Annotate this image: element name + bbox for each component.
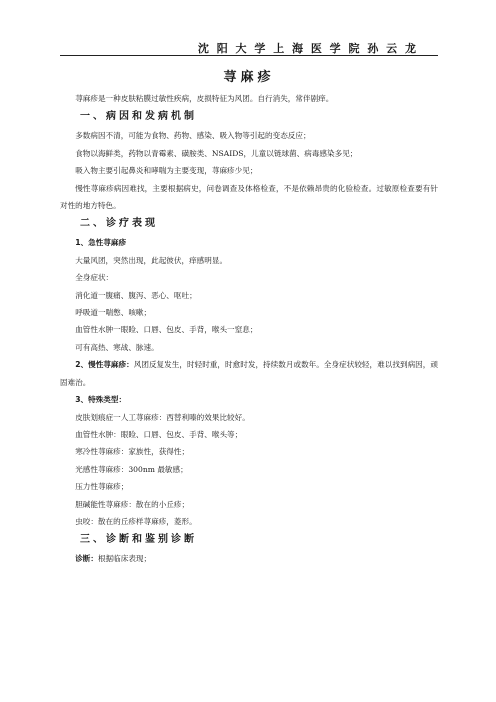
subheading-special: 3、特殊类型： bbox=[75, 395, 127, 405]
special-line: 虫咬：散在的丘疹样荨麻疹，菱形。 bbox=[75, 516, 197, 526]
header-rule bbox=[60, 55, 438, 56]
chronic-text: 风团反复发生，时轻时重，时愈时发，持续数月或数年。全身症状较轻，难以找到病因，顽固难治。 bbox=[60, 360, 438, 387]
diagnosis-text: 根据临床表现； bbox=[97, 554, 152, 564]
etiology-paragraph: 食物以海鲜类，药物以青霉素、磺胺类、NSAIDS，儿童以链球菌、病毒感染多见； bbox=[75, 148, 358, 158]
etiology-paragraph: 吸入物主要引起鼻炎和哮喘为主要变现，荨麻疹少见； bbox=[75, 166, 258, 176]
special-line: 光感性荨麻疹：300nm 最敏感； bbox=[75, 464, 188, 474]
special-line: 寒冷性荨麻疹：家族性，获得性； bbox=[75, 447, 190, 457]
acute-line: 呼吸道一喘憋、咳嗽； bbox=[75, 308, 152, 318]
acute-line: 消化道一腹痛、腹泻、恶心、呕吐； bbox=[75, 290, 197, 300]
subheading-chronic: 2、慢性荨麻疹： bbox=[75, 360, 134, 370]
chronic-paragraph bbox=[60, 356, 438, 391]
diagnosis-paragraph bbox=[60, 550, 438, 567]
special-line: 血管性水肿：眼睑、口唇、包皮、手背、喉头等； bbox=[75, 429, 243, 439]
document-body bbox=[60, 66, 438, 568]
special-line: 胆碱能性荨麻疹：散在的小丘疹； bbox=[75, 499, 190, 509]
acute-line: 全身症状： bbox=[75, 273, 114, 283]
acute-line: 大量风团，突然出现，此起彼伏，痒感明显。 bbox=[75, 255, 228, 265]
header-text: 沈 阳 大 学 上 海 医 学 院 孙 云 龙 bbox=[197, 42, 418, 55]
document-title: 荨麻疹 bbox=[223, 70, 275, 85]
acute-line: 可有高热、寒战、脉速。 bbox=[75, 342, 159, 352]
section-heading-diagnosis: 三、诊断和鉴别诊断 bbox=[80, 534, 197, 546]
etiology-paragraph: 多数病因不清，可能为食物、药物、感染、吸入物等引起的变态反应； bbox=[75, 131, 311, 141]
subheading-acute: 1、急性荨麻疹 bbox=[75, 238, 127, 248]
section-heading-etiology: 一、病因和发病机制 bbox=[80, 111, 197, 123]
special-line: 压力性荨麻疹； bbox=[75, 482, 129, 492]
intro-paragraph: 荨麻疹是一种皮肤粘膜过敏性疾病，皮损特征为风团。自行消失，常伴剧痒。 bbox=[75, 94, 334, 103]
etiology-paragraph: 慢性荨麻疹病因难找，主要根据病史，问卷调查及体格检查，不是依赖昂贵的化验检查。过敏原检查要有针对性的地方特色。 bbox=[60, 183, 438, 211]
acute-line: 血管性水肿一眼睑、口唇、包皮、手背，喉头一窒息； bbox=[75, 325, 258, 335]
special-line: 皮肤划痕症一人工荨麻疹：西替利嗪的效果比较好。 bbox=[75, 412, 250, 422]
diagnosis-label: 诊断： bbox=[75, 554, 98, 564]
section-heading-clinical: 二、诊疗表现 bbox=[80, 218, 158, 230]
